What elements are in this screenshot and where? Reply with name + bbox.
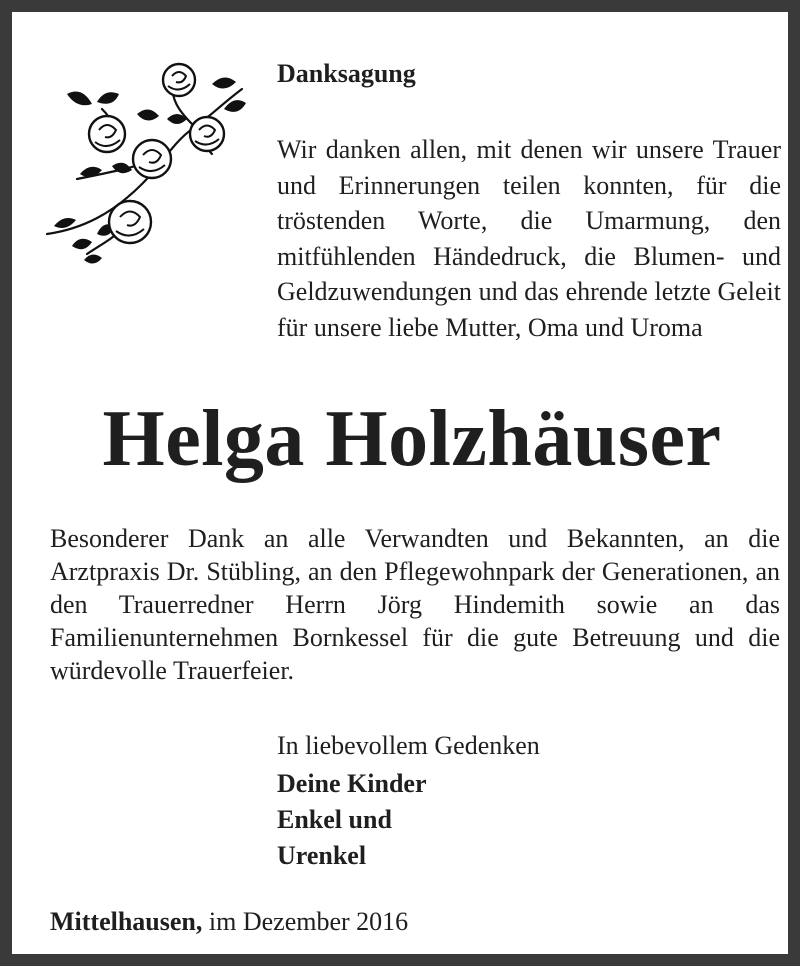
- signer-line: Urenkel: [277, 841, 367, 870]
- place-date: [50, 902, 408, 942]
- signers: [277, 766, 427, 874]
- signer-line: Enkel und: [277, 805, 392, 834]
- thanks-text: Besonderer Dank an alle Verwandten und Bekannten, an die Arztpraxis Dr. Stübling, an den Pflegewohnpark der Generationen, an den Trauerredner Herrn Jörg Hindemith sowie an das Familienunternehmen Bornkessel für die gute Betreuung und die würdevolle Trauerfeier.: [50, 524, 780, 685]
- roses-icon: [42, 54, 257, 269]
- place: Mittelhausen,: [50, 907, 203, 936]
- closing-line: In liebevollem Gedenken: [277, 731, 540, 760]
- deceased-name: Helga Holzhäuser: [102, 395, 722, 483]
- date: im Dezember 2016: [202, 907, 409, 936]
- signer-line: Deine Kinder: [277, 769, 427, 798]
- intro-text: Wir danken allen, mit denen wir unsere Trauer und Erinnerungen teilen konnten, für die tröstenden Worte, die Umarmung, den mitfühlenden Händedruck, die Blumen- und Geldzuwendungen und das ehrende letzte Geleit für unsere liebe Mutter, Oma und Uroma: [277, 135, 781, 342]
- heading: Danksagung: [277, 59, 416, 88]
